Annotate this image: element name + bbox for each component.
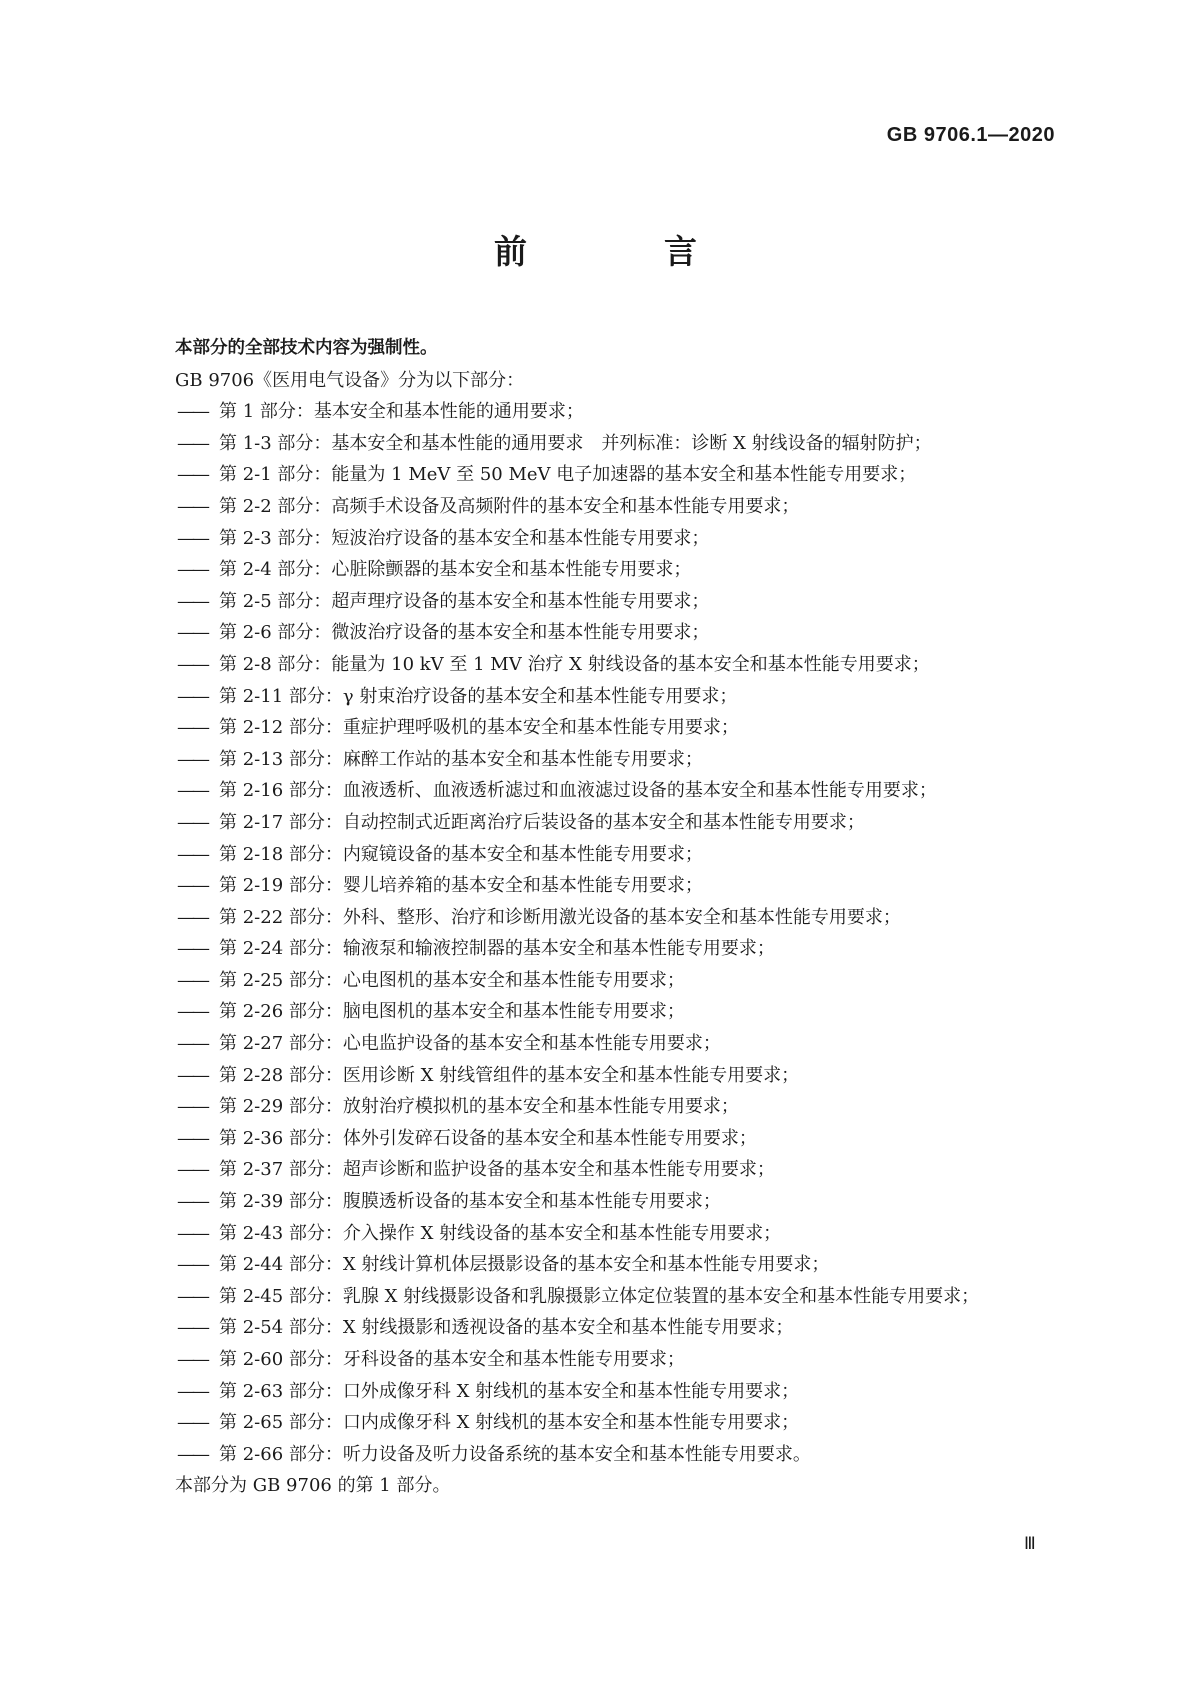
part-list-item	[175, 586, 1065, 618]
part-list-item	[175, 933, 1065, 965]
list-dash: ——	[177, 717, 207, 739]
part-list-item	[175, 1344, 1065, 1376]
list-dash: ——	[177, 590, 207, 612]
part-title: 第 2-27 部分：心电监护设备的基本安全和基本性能专用要求；	[219, 1033, 721, 1055]
part-list-item	[175, 681, 1065, 713]
list-dash: ——	[177, 1033, 207, 1055]
part-title: 第 2-3 部分：短波治疗设备的基本安全和基本性能专用要求；	[219, 527, 710, 549]
list-dash: ——	[177, 1159, 207, 1181]
part-title: 第 2-13 部分：麻醉工作站的基本安全和基本性能专用要求；	[219, 748, 703, 770]
part-title: 第 2-28 部分：医用诊断 X 射线管组件的基本安全和基本性能专用要求；	[219, 1064, 800, 1086]
list-dash: ——	[177, 1096, 207, 1118]
part-list-item	[175, 1091, 1065, 1123]
list-dash: ——	[177, 1127, 207, 1149]
list-dash: ——	[177, 1001, 207, 1023]
part-title: 第 2-29 部分：放射治疗模拟机的基本安全和基本性能专用要求；	[219, 1096, 739, 1118]
part-title: 第 2-45 部分：乳腺 X 射线摄影设备和乳腺摄影立体定位装置的基本安全和基本性能专用要求；	[219, 1285, 980, 1307]
part-title: 第 2-19 部分：婴儿培养箱的基本安全和基本性能专用要求；	[219, 875, 703, 897]
list-dash: ——	[177, 1285, 207, 1307]
list-dash: ——	[177, 432, 207, 454]
part-title: 第 2-65 部分：口内成像牙科 X 射线机的基本安全和基本性能专用要求；	[219, 1412, 800, 1434]
part-title: 第 1 部分：基本安全和基本性能的通用要求；	[219, 401, 584, 423]
part-list-item	[175, 396, 1065, 428]
list-dash: ——	[177, 843, 207, 865]
list-dash: ——	[177, 653, 207, 675]
part-list-item	[175, 617, 1065, 649]
list-dash: ——	[177, 527, 207, 549]
part-title: 第 2-37 部分：超声诊断和监护设备的基本安全和基本性能专用要求；	[219, 1159, 775, 1181]
part-title: 第 2-63 部分：口外成像牙科 X 射线机的基本安全和基本性能专用要求；	[219, 1380, 800, 1402]
part-title: 第 2-66 部分：听力设备及听力设备系统的基本安全和基本性能专用要求。	[219, 1443, 811, 1465]
list-dash: ——	[177, 780, 207, 802]
part-title: 第 2-6 部分：微波治疗设备的基本安全和基本性能专用要求；	[219, 622, 710, 644]
list-dash: ——	[177, 559, 207, 581]
list-dash: ——	[177, 401, 207, 423]
part-title: 第 2-2 部分：高频手术设备及高频附件的基本安全和基本性能专用要求；	[219, 495, 800, 517]
part-list-item	[175, 491, 1065, 523]
part-list-item	[175, 1281, 1065, 1313]
part-title: 第 2-11 部分：γ 射束治疗设备的基本安全和基本性能专用要求；	[219, 685, 738, 707]
list-dash: ——	[177, 811, 207, 833]
part-title: 第 2-5 部分：超声理疗设备的基本安全和基本性能专用要求；	[219, 590, 710, 612]
part-list-item	[175, 965, 1065, 997]
part-list-item	[175, 996, 1065, 1028]
part-title: 第 2-43 部分：介入操作 X 射线设备的基本安全和基本性能专用要求；	[219, 1222, 782, 1244]
part-title: 第 2-18 部分：内窥镜设备的基本安全和基本性能专用要求；	[219, 843, 703, 865]
list-dash: ——	[177, 938, 207, 960]
parts-list	[175, 396, 1065, 1470]
part-list-item	[175, 870, 1065, 902]
part-title: 第 2-44 部分：X 射线计算机体层摄影设备的基本安全和基本性能专用要求；	[219, 1254, 830, 1276]
part-title: 第 2-54 部分：X 射线摄影和透视设备的基本安全和基本性能专用要求；	[219, 1317, 794, 1339]
part-list-item	[175, 744, 1065, 776]
list-dash: ——	[177, 495, 207, 517]
part-title: 第 2-4 部分：心脏除颤器的基本安全和基本性能专用要求；	[219, 559, 692, 581]
list-dash: ——	[177, 1412, 207, 1434]
list-dash: ——	[177, 906, 207, 928]
part-list-item	[175, 1060, 1065, 1092]
part-list-item	[175, 902, 1065, 934]
series-statement: GB 9706《医用电气设备》分为以下部分：	[175, 369, 525, 391]
part-title: 第 2-12 部分：重症护理呼吸机的基本安全和基本性能专用要求；	[219, 717, 739, 739]
part-list-item	[175, 1376, 1065, 1408]
list-dash: ——	[177, 1064, 207, 1086]
part-title: 第 2-8 部分：能量为 10 kV 至 1 MV 治疗 X 射线设备的基本安全和基本性能专用要求；	[219, 653, 930, 675]
list-dash: ——	[177, 1317, 207, 1339]
part-list-item	[175, 775, 1065, 807]
part-list-item	[175, 1312, 1065, 1344]
part-title: 第 2-1 部分：能量为 1 MeV 至 50 MeV 电子加速器的基本安全和基本性能专用要求；	[219, 464, 917, 486]
list-dash: ——	[177, 969, 207, 991]
list-dash: ——	[177, 464, 207, 486]
part-list-item	[175, 839, 1065, 871]
part-list-item	[175, 712, 1065, 744]
list-dash: ——	[177, 1191, 207, 1213]
part-list-item	[175, 1407, 1065, 1439]
closing-statement: 本部分为 GB 9706 的第 1 部分。	[175, 1475, 451, 1497]
part-title: 第 1-3 部分：基本安全和基本性能的通用要求 并列标准：诊断 X 射线设备的辐射防护；	[219, 432, 932, 454]
part-list-item	[175, 807, 1065, 839]
part-list-item	[175, 523, 1065, 555]
part-title: 第 2-60 部分：牙科设备的基本安全和基本性能专用要求；	[219, 1349, 685, 1370]
part-list-item	[175, 428, 1065, 460]
part-list-item	[175, 649, 1065, 681]
part-list-item	[175, 1123, 1065, 1155]
list-dash: ——	[177, 875, 207, 897]
part-title: 第 2-24 部分：输液泵和输液控制器的基本安全和基本性能专用要求；	[219, 938, 775, 960]
list-dash: ——	[177, 1222, 207, 1244]
part-title: 第 2-17 部分：自动控制式近距离治疗后装设备的基本安全和基本性能专用要求；	[219, 811, 865, 833]
page-title: 前 言	[494, 232, 749, 271]
list-dash: ——	[177, 748, 207, 770]
list-dash: ——	[177, 685, 207, 707]
list-dash: ——	[177, 1349, 207, 1370]
part-title: 第 2-16 部分：血液透析、血液透析滤过和血液滤过设备的基本安全和基本性能专用要求；	[219, 780, 937, 802]
part-title: 第 2-22 部分：外科、整形、治疗和诊断用激光设备的基本安全和基本性能专用要求；	[219, 906, 901, 928]
part-title: 第 2-39 部分：腹膜透析设备的基本安全和基本性能专用要求；	[219, 1191, 721, 1213]
list-dash: ——	[177, 1380, 207, 1402]
part-list-item	[175, 459, 1065, 491]
part-title: 第 2-26 部分：脑电图机的基本安全和基本性能专用要求；	[219, 1001, 685, 1023]
list-dash: ——	[177, 622, 207, 644]
part-list-item	[175, 1186, 1065, 1218]
part-list-item	[175, 1249, 1065, 1281]
mandatory-statement: 本部分的全部技术内容为强制性。	[175, 338, 438, 358]
part-title: 第 2-25 部分：心电图机的基本安全和基本性能专用要求；	[219, 969, 685, 991]
part-list-item	[175, 554, 1065, 586]
part-list-item	[175, 1154, 1065, 1186]
part-list-item	[175, 1439, 1065, 1471]
page-number: Ⅲ	[1024, 1534, 1036, 1553]
part-list-item	[175, 1028, 1065, 1060]
standard-code: GB 9706.1—2020	[886, 124, 1055, 146]
list-dash: ——	[177, 1443, 207, 1465]
foreword-body	[175, 333, 1065, 1502]
part-title: 第 2-36 部分：体外引发碎石设备的基本安全和基本性能专用要求；	[219, 1127, 757, 1149]
part-list-item	[175, 1218, 1065, 1250]
list-dash: ——	[177, 1254, 207, 1276]
